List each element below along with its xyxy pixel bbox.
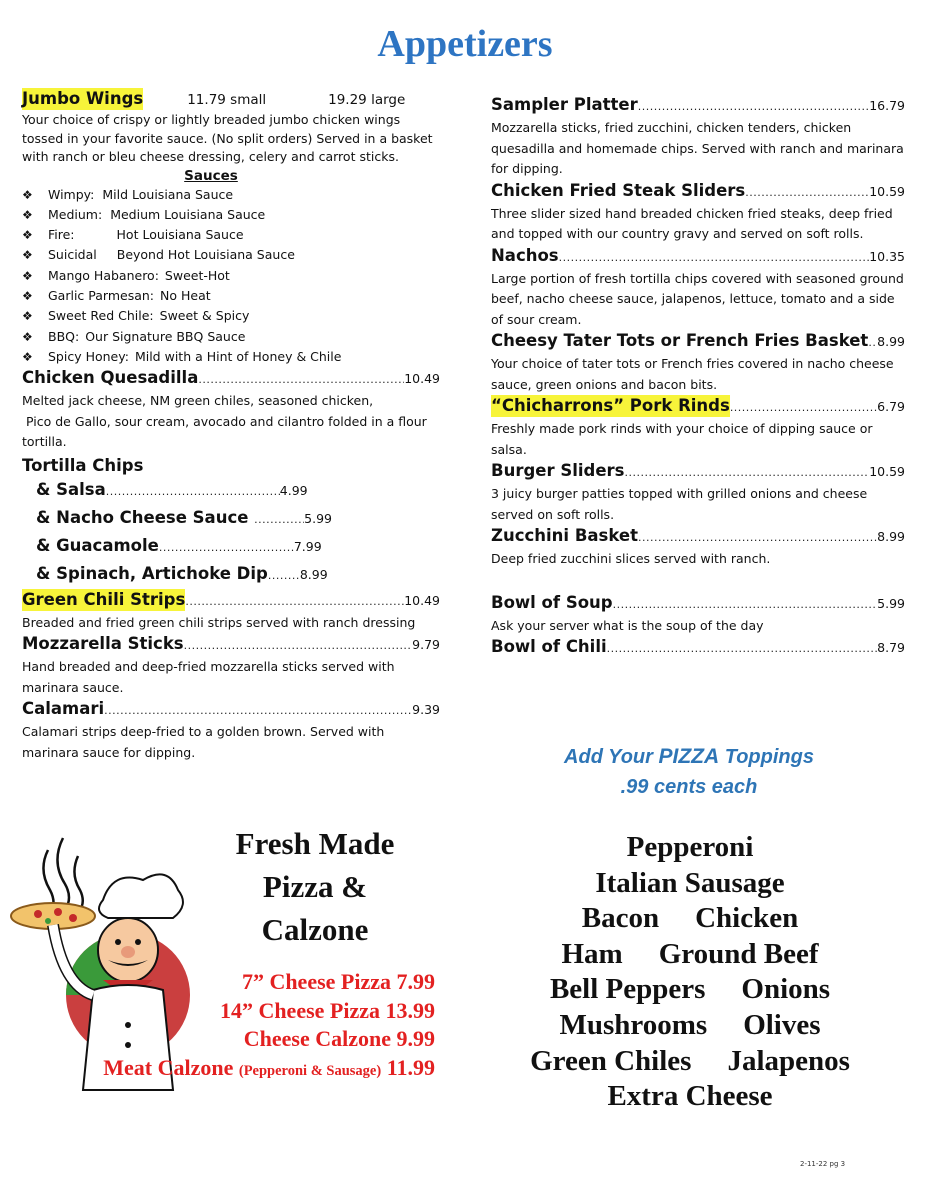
diamond-bullet-icon: ❖: [22, 329, 33, 344]
leader-dots: [745, 182, 869, 204]
item-name: Nachos: [491, 245, 559, 265]
topping-row: [505, 972, 875, 1008]
menu-item-heading: [491, 636, 905, 660]
item-price: 6.79: [877, 399, 905, 414]
sauce-item: [22, 205, 440, 225]
item-name: Tortilla Chips: [22, 455, 144, 475]
meat-calzone-price: [50, 1054, 435, 1086]
chicken-quesadilla-description-2: Pico de Gallo, sour cream, avocado and cilantro folded in a flour tortilla.: [22, 413, 431, 450]
menu-item-heading: [491, 330, 905, 354]
toppings-subtitle: .99 cents each: [620, 776, 758, 798]
topping-item: Chicken: [695, 902, 799, 935]
sauce-label: Spicy Honey:: [48, 348, 129, 364]
item-name: & Nacho Cheese Sauce: [36, 507, 255, 527]
topping-item: Ground Beef: [658, 937, 819, 970]
topping-row: [505, 1079, 875, 1115]
sauce-description: Medium Louisiana Sauce: [110, 206, 266, 222]
item-description: Mozzarella sticks, fried zucchini, chicken tenders, chicken quesadilla and homemade chips. Served with ranch and marinara for dipping.: [491, 120, 904, 176]
pizza-heading-line: Fresh Made: [235, 826, 395, 861]
item-name: Bowl of Soup: [491, 592, 613, 612]
diamond-bullet-icon: ❖: [22, 207, 33, 222]
menu-item-heading: [491, 94, 905, 118]
leader-dots: [104, 700, 412, 722]
item-price: 9.39: [412, 702, 440, 718]
sauce-label: Suicidal: [48, 247, 97, 263]
sauce-label: Sweet Red Chile:: [48, 308, 154, 324]
sauce-list: [22, 185, 440, 368]
diamond-bullet-icon: ❖: [22, 248, 33, 263]
leader-dots: [184, 635, 413, 657]
item-price: 8.99: [299, 566, 328, 582]
topping-row: [505, 866, 875, 902]
diamond-bullet-icon: ❖: [22, 268, 33, 283]
topping-item: Olives: [743, 1008, 821, 1041]
topping-item: Pepperoni: [626, 831, 754, 863]
item-price: 10.49: [404, 592, 440, 608]
jumbo-wings-header: [22, 88, 440, 111]
leader-dots: [254, 507, 304, 533]
item-description: Freshly made pork rinds with your choice of dipping sauce or salsa.: [491, 421, 873, 457]
toppings-title-prefix: Add Your: [564, 746, 659, 768]
menu-item-heading: [491, 592, 905, 616]
item-name: & Salsa: [36, 479, 106, 499]
sauce-item: [22, 266, 440, 286]
menu-item-heading: [491, 245, 905, 269]
item-price: 10.49: [404, 371, 440, 387]
topping-item: Green Chiles: [530, 1044, 692, 1077]
toppings-title-line: [491, 742, 887, 772]
sauce-description: Mild Louisiana Sauce: [102, 186, 234, 202]
sauce-label: Mango Habanero:: [48, 267, 159, 283]
toppings-title-emph: PIZZA: [658, 745, 720, 768]
item-name: Green Chili Strips: [22, 589, 186, 609]
leader-dots: [638, 527, 877, 549]
item-price: 16.79: [869, 98, 905, 113]
diamond-bullet-icon: ❖: [22, 349, 33, 364]
chicken-quesadilla-description-1: Melted jack cheese, NM green chiles, seasoned chicken,: [22, 393, 374, 409]
leader-dots: [868, 332, 877, 354]
topping-item: Italian Sausage: [595, 866, 785, 899]
item-price: 5.99: [304, 510, 333, 526]
menu-item-chicken-quesadilla: [22, 367, 440, 391]
item-price: 10.59: [869, 464, 905, 479]
pizza-price-item: 7” Cheese Pizza 7.99: [241, 969, 435, 994]
item-description: Deep fried zucchini slices served with ranch.: [491, 551, 771, 566]
leader-dots: [198, 369, 404, 391]
jumbo-wings-small-price: 11.79 small: [187, 92, 267, 108]
item-name: Chicken Quesadilla: [22, 368, 199, 388]
topping-row: [505, 901, 875, 937]
pizza-price-list: [50, 968, 435, 1085]
topping-row: [505, 830, 875, 866]
meat-calzone-note: (Pepperoni & Sausage): [238, 1062, 382, 1079]
pizza-heading: [200, 822, 430, 951]
sauce-label: Wimpy:: [48, 186, 95, 202]
item-name: & Guacamole: [36, 535, 159, 555]
sauce-label: Medium:: [48, 206, 103, 222]
sauce-description: Hot Louisiana Sauce: [116, 227, 244, 243]
sauce-label: Fire:: [48, 227, 75, 243]
leader-dots: [613, 594, 878, 616]
green-chili-strips-description: Breaded and fried green chili strips served with ranch dressing: [22, 614, 416, 630]
item-description: Your choice of tater tots or French fries covered in nacho cheese sauce, green onions and bacon bits.: [491, 356, 894, 392]
tortilla-option: [36, 477, 440, 505]
jumbo-wings-large-price: 19.29 large: [328, 92, 406, 108]
item-name: Calamari: [22, 699, 105, 719]
leader-dots: [730, 397, 877, 419]
section-spacer: [491, 570, 905, 592]
item-price: 4.99: [279, 482, 308, 498]
jumbo-wings-name: Jumbo Wings: [22, 89, 144, 108]
item-price: 10.59: [869, 183, 905, 199]
page-title: Appetizers: [377, 23, 553, 65]
leader-dots: [638, 96, 869, 118]
sauce-item: [22, 225, 440, 245]
sauce-description: Mild with a Hint of Honey & Chile: [134, 348, 342, 364]
menu-item-heading: [491, 395, 905, 419]
pizza-heading-line: Pizza &: [262, 869, 368, 904]
pizza-heading-line: Calzone: [261, 912, 369, 947]
pizza-price-item: Cheese Calzone 9.99: [243, 1026, 435, 1051]
leader-dots: [607, 638, 878, 660]
item-name: Zucchini Basket: [491, 526, 638, 545]
item-description: 3 juicy burger patties topped with grilled onions and cheese served on soft rolls.: [491, 486, 868, 522]
item-price: 10.35: [869, 248, 905, 264]
item-name: Sampler Platter: [491, 95, 638, 114]
tortilla-option: [36, 561, 440, 589]
menu-item-mozzarella-sticks: [22, 633, 440, 657]
topping-item: Jalapenos: [727, 1044, 850, 1077]
tortilla-option: [36, 505, 440, 533]
item-price: 5.99: [877, 595, 905, 611]
item-name: Mozzarella Sticks: [22, 634, 184, 654]
sauce-label: BBQ:: [48, 328, 80, 344]
sauces-title: Sauces: [184, 167, 238, 184]
tortilla-chips-options: [36, 477, 440, 589]
item-description: Large portion of fresh tortilla chips covered with seasoned ground beef, nacho cheese sauce, jalapenos, lettuce, tomato and a side of sour cream.: [491, 270, 904, 327]
menu-item-heading: [491, 525, 905, 549]
sauce-description: Sweet & Spicy: [159, 308, 250, 324]
left-column: [22, 88, 440, 763]
sauce-description: Sweet-Hot: [164, 267, 230, 283]
pizza-price-item: 14” Cheese Pizza 13.99: [219, 997, 435, 1023]
sauce-label: Garlic Parmesan:: [48, 287, 155, 303]
menu-item-calamari: [22, 698, 440, 722]
toppings-list: [505, 830, 875, 1115]
topping-item: Extra Cheese: [607, 1080, 773, 1113]
diamond-bullet-icon: ❖: [22, 288, 33, 303]
tortilla-option: [36, 533, 440, 561]
diamond-bullet-icon: ❖: [22, 309, 33, 324]
item-price: 9.79: [412, 637, 440, 653]
topping-row: [505, 1044, 875, 1080]
leader-dots: [559, 247, 870, 269]
tortilla-chips-heading: [22, 455, 440, 477]
sauce-description: Our Signature BBQ Sauce: [85, 328, 246, 344]
topping-item: Ham: [561, 937, 623, 970]
sauce-item: [22, 286, 440, 306]
item-description: Three slider sized hand breaded chicken fried steaks, deep fried and topped with our country gravy and served on soft rolls.: [491, 205, 893, 241]
diamond-bullet-icon: ❖: [22, 228, 33, 243]
item-name: “Chicharrons” Pork Rinds: [491, 396, 730, 415]
sauce-item: [22, 245, 440, 265]
leader-dots: [185, 591, 404, 613]
leader-dots: [106, 479, 280, 505]
topping-item: Bacon: [581, 902, 660, 935]
item-name: Cheesy Tater Tots or French Fries Basket: [491, 331, 869, 350]
topping-item: Mushrooms: [559, 1008, 708, 1041]
item-price: 7.99: [293, 538, 322, 554]
topping-item: Bell Peppers: [549, 973, 706, 1006]
item-name: & Spinach, Artichoke Dip: [36, 563, 268, 583]
topping-item: Onions: [741, 973, 831, 1006]
toppings-title: [491, 742, 887, 802]
menu-item-heading: [491, 180, 905, 204]
item-price: 8.79: [877, 640, 905, 655]
calamari-description: Calamari strips deep-fried to a golden brown. Served with marinara sauce for dipping.: [22, 724, 385, 760]
leader-dots: [159, 535, 294, 561]
toppings-title-suffix: Toppings: [719, 746, 814, 768]
topping-row: [505, 1008, 875, 1044]
item-name: Bowl of Chili: [491, 637, 607, 656]
diamond-bullet-icon: ❖: [22, 187, 33, 202]
item-price: 8.99: [877, 334, 905, 349]
sauce-item: [22, 327, 440, 347]
sauce-item: [22, 347, 440, 367]
page-footer: 2-11-22 pg 3: [800, 1160, 846, 1168]
meat-calzone-amount: 11.99: [381, 1054, 435, 1080]
leader-dots: [268, 563, 300, 589]
leader-dots: [625, 462, 870, 484]
menu-item-heading: [491, 460, 905, 484]
item-price: 8.99: [877, 529, 905, 544]
sauce-item: [22, 306, 440, 326]
meat-calzone-name: Meat Calzone: [103, 1054, 239, 1080]
sauce-item: [22, 185, 440, 205]
menu-item-green-chili-strips: [22, 589, 440, 613]
mozzarella-sticks-description: Hand breaded and deep-fried mozzarella sticks served with marinara sauce.: [22, 659, 395, 695]
jumbo-wings-description: Your choice of crispy or lightly breaded jumbo chicken wings tossed in your favorite sauce. (No split orders) Served in a basket with ranch or bleu cheese dressing, celery and carrot sticks.: [22, 112, 433, 164]
item-name: Chicken Fried Steak Sliders: [491, 180, 746, 200]
sauce-description: No Heat: [160, 287, 211, 303]
item-description: Ask your server what is the soup of the day: [491, 617, 764, 633]
topping-row: [505, 937, 875, 973]
sauce-description: Beyond Hot Louisiana Sauce: [116, 247, 295, 263]
item-name: Burger Sliders: [491, 461, 625, 480]
right-column: [491, 94, 905, 660]
